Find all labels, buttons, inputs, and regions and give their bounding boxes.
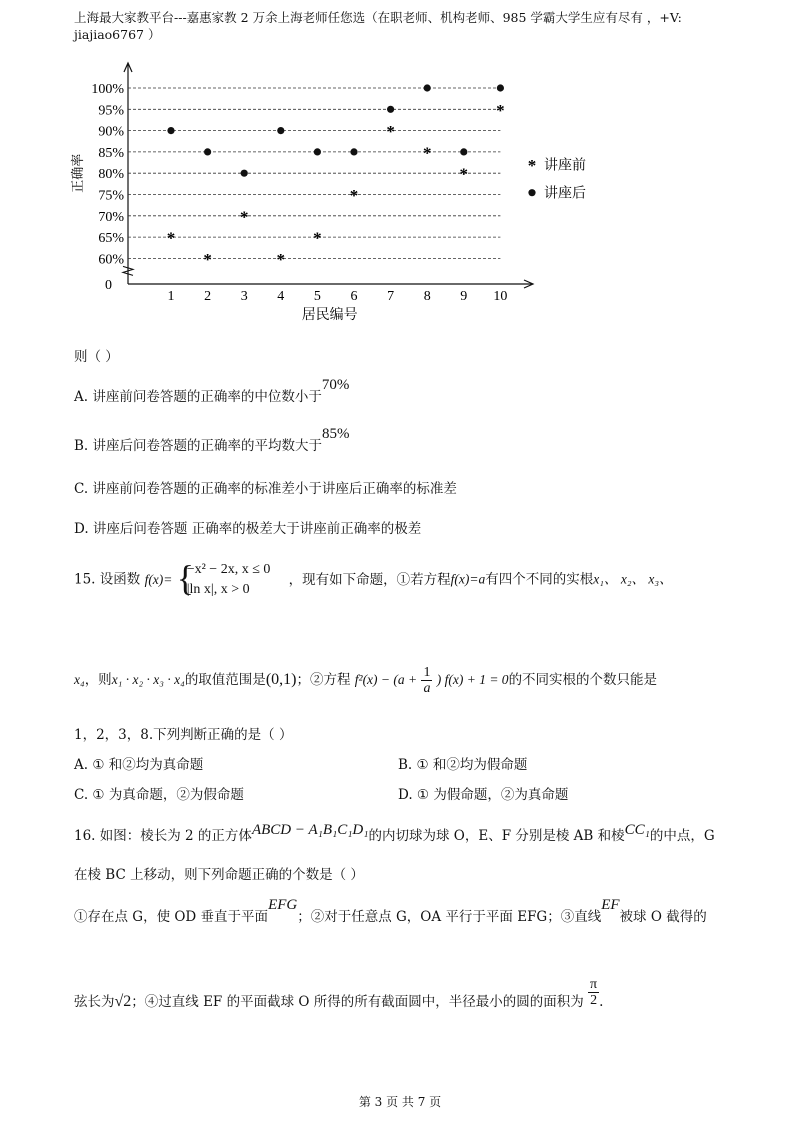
data-point-after [460, 148, 467, 155]
x-tick-label: 2 [204, 289, 212, 304]
q14-option-a-value: 70% [321, 377, 350, 393]
x-tick-label: 4 [277, 289, 285, 304]
q15-eq2-fraction [421, 665, 432, 696]
q16-statement-4: ；④过直线 EF 的平面截球 O 所得的所有截面圆中，半径最小的圆的面积为 [131, 994, 584, 1010]
q16-intro: 16. 如图：棱长为 2 的正方体 [74, 828, 252, 844]
q16-line-1 [74, 824, 715, 845]
q15-line-1 [74, 560, 673, 600]
data-point-after [204, 148, 211, 155]
x-tick-label: 3 [240, 289, 248, 304]
data-point-after [241, 170, 248, 177]
header-line-1: 上海最大家教平台---嘉惠家教 2 万余上海老师任您选（在职老师、机构老师、985 学霸大学生应有尽有 ，+V: [74, 10, 682, 25]
q15-eq2-right: ) f(x) + 1 = 0 [436, 672, 509, 687]
q16-cube: ABCD − A₁B₁C₁D₁ [251, 822, 369, 838]
data-point-before: * [496, 100, 505, 120]
data-point-after [167, 127, 174, 134]
q15-option-d: D. ① 为假命题，②为真命题 [398, 787, 569, 803]
x-tick-label: 1 [167, 289, 175, 304]
chart-svg [62, 58, 602, 323]
data-point-before: * [276, 249, 286, 269]
y-tick-label: 95% [98, 103, 124, 119]
q16-pi-fraction [588, 977, 599, 1008]
x-tick-label: 10 [493, 289, 508, 304]
q15-line-3: 1，2，3，8.下列判断正确的是（ ） [74, 727, 293, 743]
fraction-denominator: a [423, 681, 431, 696]
q16-sphere-text: 的内切球为球 O，E、F 分别是棱 AB 和棱 [368, 828, 625, 844]
q16-period: . [599, 994, 604, 1010]
q15-equation: f(x)=a [450, 571, 486, 587]
header-line-2: jiajiao6767 ） [74, 27, 161, 42]
q16-sqrt2: √2 [114, 993, 132, 1010]
q15-product: x₁ · x₂ · x₃ · x₄ [111, 672, 185, 687]
data-point-before: * [239, 207, 249, 227]
q14-option-d: D. 讲座后问卷答题 正确率的极差大于讲座前正确率的极差 [74, 521, 422, 537]
x-tick-label: 8 [423, 289, 431, 304]
data-point-after [424, 84, 431, 91]
q15-then: ，则 [84, 672, 112, 688]
q16-edge-cc1: CC₁ [624, 822, 650, 838]
y-axis-label: 正确率 [70, 153, 85, 193]
q15-option-b: B. ① 和②均为假命题 [398, 757, 528, 773]
data-point-before: * [313, 228, 322, 248]
q15-option-c: C. ① 为真命题，②为假命题 [74, 787, 244, 803]
q14-option-b-text: B. 讲座后问卷答题的正确率的平均数大于 [74, 438, 323, 454]
data-point-after [350, 148, 357, 155]
legend-label: 讲座前 [544, 158, 586, 174]
data-point-before: * [349, 186, 359, 205]
q15-x4: x₄ [74, 672, 85, 687]
legend-marker-asterisk: * [527, 156, 537, 176]
x-tick-label: 9 [460, 289, 468, 304]
q16-line-ef: EF [601, 897, 620, 913]
y-tick-label: 80% [98, 167, 124, 183]
data-point-before: * [459, 164, 469, 184]
scatter-chart [62, 58, 602, 327]
q14-option-b-value: 85% [322, 426, 350, 442]
legend-label: 讲座后 [544, 186, 586, 202]
q16-line-3 [74, 897, 707, 926]
q14-option-c: C. 讲座前问卷答题的正确率的标准差小于讲座后正确率的标准差 [74, 481, 457, 497]
q15-line-2 [74, 665, 657, 696]
q15-piecewise [177, 560, 271, 600]
q16-line-2: 在棱 BC 上移动，则下列命题正确的个数是（ ） [74, 867, 364, 883]
q15-mid: ，现有如下命题，①若方程 [288, 571, 451, 588]
q16-statement-3: 被球 O 截得的 [619, 909, 707, 925]
data-point-before: * [422, 143, 432, 163]
x-tick-label: 7 [387, 289, 395, 304]
y-tick-label: 90% [98, 124, 124, 140]
q16-statement-2: ；②对于任意点 G，OA 平行于平面 EFG；③直线 [297, 909, 602, 925]
y-tick-label: 100% [91, 82, 124, 97]
data-point-before: * [386, 122, 395, 142]
y-tick-label: 85% [98, 145, 124, 161]
data-point-after [497, 84, 504, 91]
q15-eq2-label: ；②方程 [296, 672, 351, 688]
data-point-after [277, 127, 284, 134]
y-tick-label: 75% [98, 188, 124, 204]
fraction-denominator: 2 [590, 993, 598, 1008]
q16-midpoint-text: 的中点，G [649, 828, 715, 844]
q15-eq2-tail: 的不同实根的个数只能是 [508, 672, 658, 688]
q14-stem: 则（ ） [74, 349, 119, 365]
x-axis-label: 居民编号 [301, 308, 358, 323]
q16-chord-text: 弦长为 [74, 994, 115, 1010]
y-tick-label: 0 [105, 278, 112, 293]
data-point-after [387, 106, 394, 113]
q15-case-1: −x² − 2x, x ≤ 0 [186, 562, 271, 577]
fraction-numerator: 1 [423, 665, 431, 680]
q15-option-a: A. ① 和②均为真命题 [74, 757, 204, 773]
q15-eq2-left: f²(x) − (a + [354, 672, 418, 687]
q15-roots: x₁、 x₂、 x₃、 [593, 571, 673, 587]
legend-marker-dot [528, 189, 535, 196]
y-tick-label: 60% [98, 252, 124, 268]
q16-line-4 [74, 977, 604, 1018]
q15-tail: 有四个不同的实根 [485, 571, 594, 588]
q15-range-text: 的取值范围是 [184, 672, 266, 688]
data-point-before: * [203, 249, 212, 269]
page-footer: 第 3 页 共 7 页 [358, 1095, 442, 1109]
q15-interval: (0,1) [265, 671, 297, 688]
q15-function-name: f(x)= [144, 572, 173, 587]
q15-number: 15. 设函数 [74, 571, 141, 588]
x-tick-label: 5 [313, 289, 321, 304]
q14-option-a-text: A. 讲座前问卷答题的正确率的中位数小于 [74, 389, 322, 405]
data-point-after [314, 148, 321, 155]
q14-option-b [74, 426, 350, 455]
fraction-numerator: π [590, 977, 598, 992]
y-tick-label: 70% [98, 209, 124, 225]
axis-break-icon [123, 266, 133, 275]
page-header [74, 9, 734, 43]
y-tick-label: 65% [98, 231, 124, 247]
q16-statement-1: ①存在点 G，使 OD 垂直于平面 [74, 909, 269, 925]
data-point-before: * [166, 228, 176, 248]
q14-option-a [74, 377, 350, 406]
q15-case-2: |ln x|, x > 0 [186, 582, 250, 597]
brace-icon: { [176, 558, 194, 598]
x-tick-label: 6 [350, 289, 358, 304]
q16-plane-efg: EFG [268, 897, 298, 913]
